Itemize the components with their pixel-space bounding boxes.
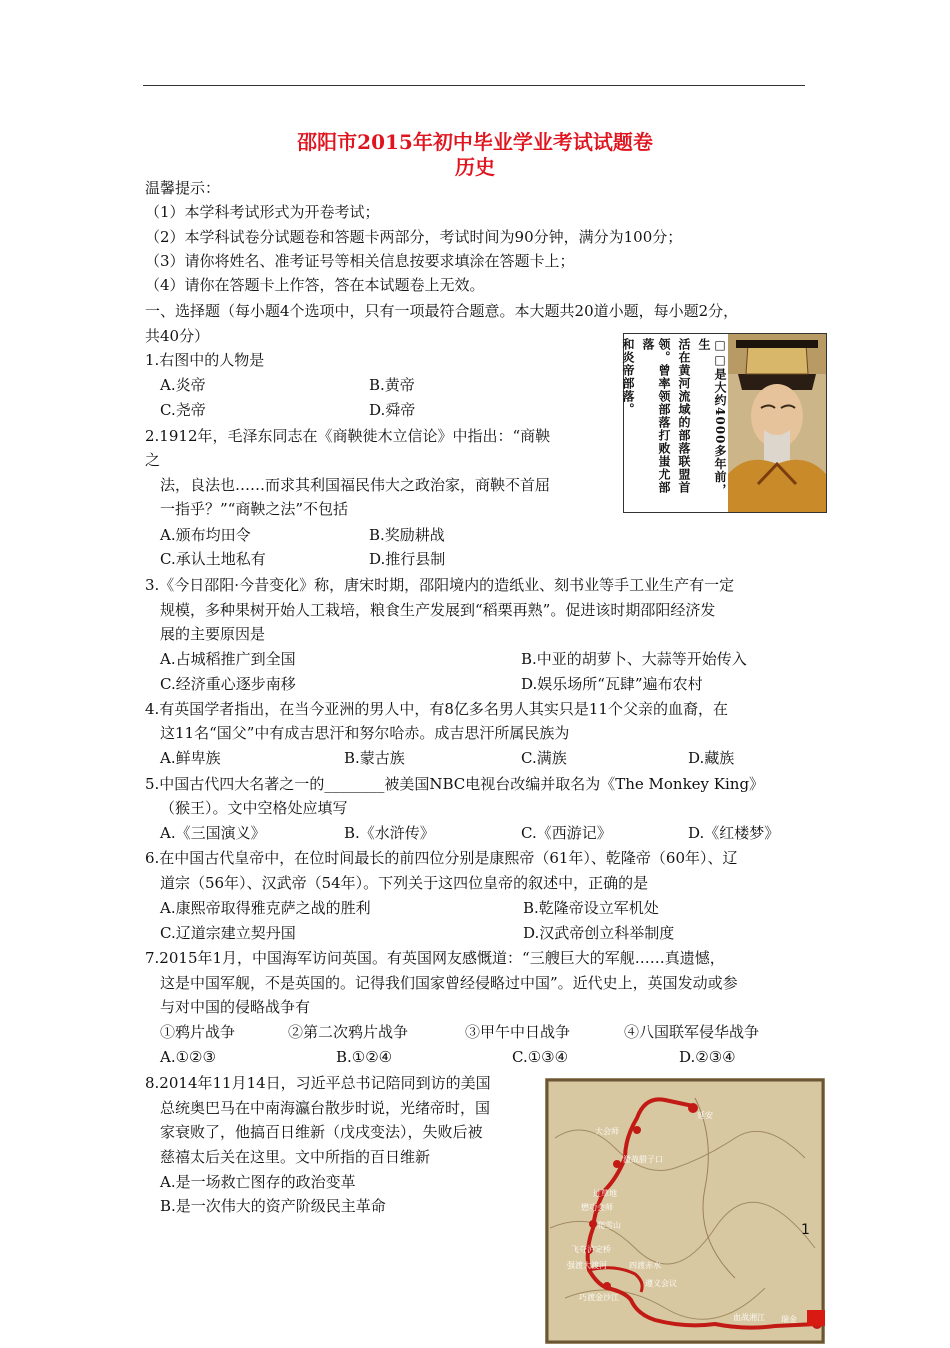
q5-stem-1: 5.中国古代四大名著之一的________被美国NBC电视台改编并取名为《The Monkey King》 — [145, 775, 765, 793]
q8-stem-1: 8.2014年11月14日，习近平总书记陪同到访的美国 — [145, 1074, 491, 1092]
q6-stem-2: 道宗（56年）、汉武帝（54年）。下列关于这四位皇帝的叙述中，正确的是 — [160, 874, 649, 892]
q5-option-d: D.《红楼梦》 — [688, 824, 780, 842]
map-graphic — [545, 1078, 825, 1344]
q4-option-c: C.满族 — [521, 749, 567, 767]
q3-stem-1: 3.《今日邵阳·今昔变化》称，唐宋时期，邵阳境内的造纸业、刻书业等手工业生产有一定 — [145, 576, 735, 594]
q7-item-3: ③甲午中日战争 — [465, 1023, 571, 1041]
q7-item-1: ①鸦片战争 — [160, 1023, 236, 1041]
tips-heading: 温馨提示： — [145, 179, 221, 197]
q1-option-c: C.尧帝 — [160, 401, 206, 419]
map-label-yanan: 延安 — [697, 1111, 713, 1120]
q7-option-b: B.①②④ — [336, 1048, 393, 1066]
q3-option-b: B.中亚的胡萝卜、大蒜等开始传入 — [521, 650, 747, 668]
q7-item-2: ②第二次鸦片战争 — [288, 1023, 409, 1041]
q7-stem-1: 7.2015年1月，中国海军访问英国。有英国网友感慨道：“三艘巨大的军舰……真遗憾， — [145, 949, 725, 967]
map-label-zunyi: 遵义会议 — [645, 1279, 677, 1288]
q4-option-d: D.藏族 — [688, 749, 735, 767]
q8-stem-2: 总统奥巴马在中南海瀛台散步时说，光绪帝时，国 — [160, 1099, 491, 1117]
caption-col-3: 领。曾率领部落打败蚩尤部落 — [641, 338, 671, 494]
q2-stem-4: 一指乎？”“商鞅之法”不包括 — [160, 500, 349, 518]
section-heading: 一、选择题（每小题4个选项中，只有一项最符合题意。本大题共20道小题，每小题2分， — [145, 302, 739, 320]
q7-option-a: A.①②③ — [160, 1048, 216, 1066]
tip-1: （1）本学科考试形式为开卷考试； — [145, 203, 380, 221]
section-heading-cont: 共40分） — [145, 327, 210, 345]
q6-option-c: C.辽道宗建立契丹国 — [160, 924, 296, 942]
map-label-luding: 飞夺泸定桥 — [571, 1245, 611, 1254]
subject-title: 历史 — [455, 155, 495, 179]
map-label-grand-meeting: 大会师 — [595, 1127, 619, 1136]
tip-3: （3）请你将姓名、准考证号等相关信息按要求填涂在答题卡上； — [145, 252, 575, 270]
map-label-lazikou: 激战腊子口 — [623, 1155, 663, 1164]
q3-stem-3: 展的主要原因是 — [160, 625, 266, 643]
q4-stem-2: 这11名“国父”中有成吉思汗和努尔哈赤。成吉思汗所属民族为 — [160, 724, 570, 742]
page-number: 1 — [801, 1222, 810, 1238]
q7-option-d: D.②③④ — [679, 1048, 736, 1066]
emperor-portrait — [728, 334, 826, 512]
map-label-snow-mountain: 爬雪山 — [597, 1221, 621, 1230]
map-label-ruijin: 瑞金 — [781, 1315, 797, 1324]
q3-stem-2: 规模，多种果树开始人工栽培，粮食生产发展到“稻栗再熟”。促进该时期邵阳经济发 — [160, 601, 716, 619]
q4-option-a: A.鲜卑族 — [160, 749, 221, 767]
q7-stem-3: 与对中国的侵略战争有 — [160, 998, 311, 1016]
q2-stem-3: 法，良法也……而求其利国福民伟大之政治家，商鞅不首屈 — [160, 476, 551, 494]
map-label-xiang-river: 血战湘江 — [733, 1313, 765, 1322]
q4-option-b: B.蒙古族 — [344, 749, 405, 767]
q2-stem-1: 2.1912年，毛泽东同志在《商鞅徙木立信论》中指出：“商鞅 — [145, 427, 551, 445]
q2-option-b: B.奖励耕战 — [369, 526, 445, 544]
q5-option-b: B.《水浒传》 — [344, 824, 435, 842]
q3-option-a: A.占城稻推广到全国 — [160, 650, 296, 668]
q2-option-a: A.颁布均田令 — [160, 526, 251, 544]
map-label-jinsha-river: 巧渡金沙江 — [579, 1293, 619, 1302]
q5-option-c: C.《西游记》 — [521, 824, 612, 842]
q8-stem-4: 慈禧太后关在这里。文中所指的百日维新 — [160, 1148, 431, 1166]
q1-option-a: A.炎帝 — [160, 376, 206, 394]
q1-stem: 1.右图中的人物是 — [145, 351, 265, 369]
figure-caption — [621, 338, 728, 506]
q1-figure — [623, 333, 827, 513]
exam-title: 邵阳市2015年初中毕业学业考试试题卷 — [297, 130, 653, 154]
map-label-maogong: 懋功会师 — [581, 1203, 613, 1212]
q4-stem-1: 4.有英国学者指出，在当今亚洲的男人中，有8亿多名男人其实只是11个父亲的血裔，在 — [145, 700, 728, 718]
q6-option-b: B.乾隆帝设立军机处 — [523, 899, 659, 917]
q3-option-d: D.娱乐场所“瓦肆”遍布农村 — [521, 675, 703, 693]
q2-option-c: C.承认土地私有 — [160, 550, 266, 568]
q1-option-b: B.黄帝 — [369, 376, 415, 394]
map-label-grassland: 过草地 — [593, 1189, 617, 1198]
q2-stem-2: 之 — [145, 451, 161, 469]
q5-option-a: A.《三国演义》 — [160, 824, 266, 842]
q7-item-4: ④八国联军侵华战争 — [624, 1023, 760, 1041]
q5-stem-2: （猴王）。文中空格处应填写 — [160, 799, 348, 817]
q8-option-a: A.是一场救亡图存的政治变革 — [160, 1173, 356, 1191]
q2-option-d: D.推行县制 — [369, 550, 446, 568]
caption-col-2: 活在黄河流域的部落联盟首 — [677, 338, 691, 494]
q6-stem-1: 6.在中国古代皇帝中，在位时间最长的前四位分别是康熙帝（61年）、乾隆帝（60年）、辽 — [145, 849, 738, 867]
q7-stem-2: 这是中国军舰，不是英国的。记得我们国家曾经侵略过中国”。近代史上，英国发动或参 — [160, 974, 738, 992]
q6-option-d: D.汉武帝创立科举制度 — [523, 924, 675, 942]
q8-option-b: B.是一次伟大的资产阶级民主革命 — [160, 1197, 386, 1215]
tip-2: （2）本学科试卷分试题卷和答题卡两部分，考试时间为90分钟，满分为100分； — [145, 228, 683, 246]
map-label-dadu-river: 强渡大渡河 — [567, 1261, 607, 1270]
q1-option-d: D.舜帝 — [369, 401, 416, 419]
q3-option-c: C.经济重心逐步南移 — [160, 675, 296, 693]
caption-col-1: □□是大约4000多年前，生 — [697, 338, 727, 497]
long-march-map — [545, 1078, 825, 1344]
q7-option-c: C.①③④ — [512, 1048, 569, 1066]
q6-option-a: A.康熙帝取得雅克萨之战的胜利 — [160, 899, 371, 917]
map-label-chishui: 四渡赤水 — [629, 1261, 661, 1270]
caption-col-4: 和炎帝部落。 — [621, 338, 635, 416]
q8-stem-3: 家衰败了，他搞百日维新（戊戌变法），失败后被 — [160, 1123, 483, 1141]
header-rule — [143, 85, 805, 86]
tip-4: （4）请你在答题卡上作答，答在本试题卷上无效。 — [145, 276, 485, 294]
